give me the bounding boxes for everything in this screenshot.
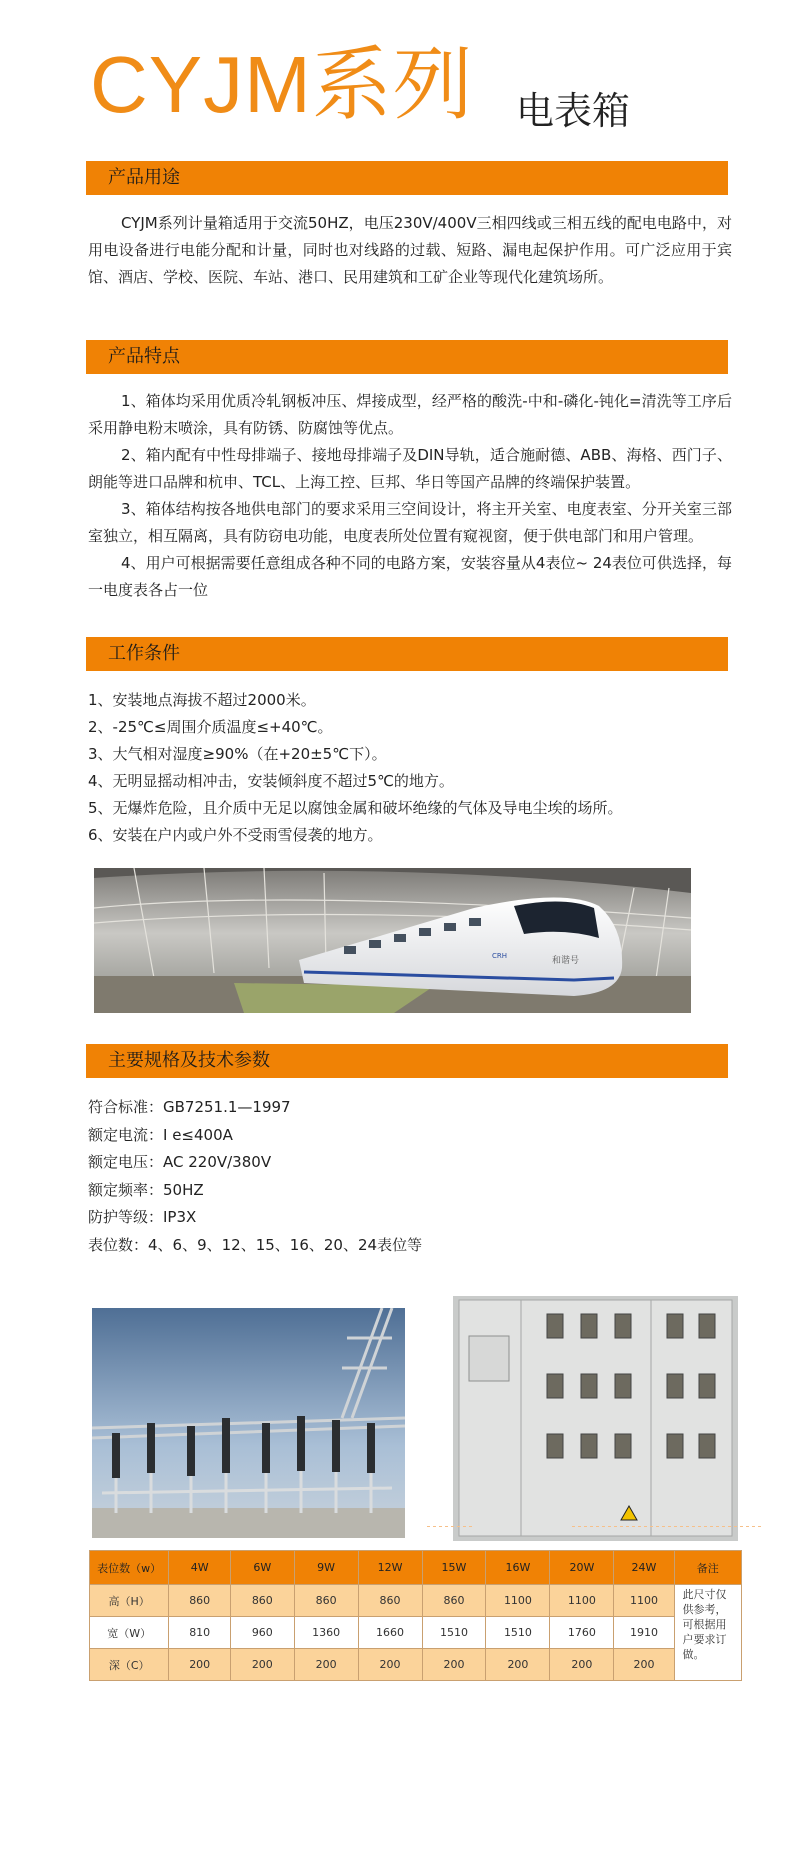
- table-cell: 1510: [486, 1617, 550, 1649]
- table-note: 此尺寸仅供参考，可根据用户要求订做。: [674, 1585, 741, 1681]
- section-heading-text: 产品特点: [108, 346, 180, 367]
- table-cell: 200: [422, 1649, 486, 1681]
- table-cell: 200: [358, 1649, 422, 1681]
- spec-item: 符合标准：GB7251.1—1997: [88, 1098, 291, 1116]
- table-row-label: 高（H）: [90, 1585, 169, 1617]
- table-row-label: 深（C）: [90, 1649, 169, 1681]
- table-header-cell: 表位数（w）: [90, 1551, 169, 1585]
- spec-item: 额定电压：AC 220V/380V: [88, 1153, 272, 1171]
- dimension-table: [89, 1550, 742, 1681]
- condition-item: 6、安装在户内或户外不受雨雪侵袭的地方。: [88, 826, 383, 844]
- table-header-cell: 20W: [550, 1551, 614, 1585]
- condition-item: 5、无爆炸危险，且介质中无足以腐蚀金属和破坏绝缘的气体及导电尘埃的场所。: [88, 799, 623, 817]
- table-cell: 1510: [422, 1617, 486, 1649]
- section-heading-features: [86, 340, 728, 374]
- table-header-cell: 6W: [231, 1551, 295, 1585]
- table-header-cell: 12W: [358, 1551, 422, 1585]
- table-row: [90, 1585, 742, 1617]
- section-heading-usage: [86, 161, 728, 195]
- section-heading-text: 产品用途: [108, 167, 180, 188]
- table-cell: 1100: [614, 1585, 674, 1617]
- table-cell: 1100: [550, 1585, 614, 1617]
- table-header-cell: 15W: [422, 1551, 486, 1585]
- table-header-cell: 备注: [674, 1551, 741, 1585]
- spec-item: 额定电流：I e≤400A: [88, 1125, 233, 1144]
- conditions-list: [88, 687, 728, 849]
- table-cell: 200: [486, 1649, 550, 1681]
- table-cell: 860: [169, 1585, 231, 1617]
- divider-dash: [572, 1526, 762, 1527]
- feature-item: 2、箱内配有中性母排端子、接地母排端子及DIN导轨，适合施耐德、ABB、海格、西门子、朗能等进口品牌和杭申、TCL、上海工控、巨邦、华日等国产品牌的终端保护装置。: [88, 446, 732, 491]
- feature-item: 4、用户可根据需要任意组成各种不同的电路方案，安装容量从4表位~ 24表位可供选择，每一电度表各占一位: [88, 554, 732, 599]
- table-row-label: 宽（W）: [90, 1617, 169, 1649]
- table-header-row: [90, 1551, 742, 1585]
- feature-item: 1、箱体均采用优质冷轧钢板冲压、焊接成型，经严格的酸洗-中和-磷化-钝化=清洗等工序后采用静电粉末喷涂，具有防锈、防腐蚀等优点。: [88, 392, 732, 437]
- usage-text: CYJM系列计量箱适用于交流50HZ，电压230V/400V三相四线或三相五线的配电电路中，对用电设备进行电能分配和计量，同时也对线路的过载、短路、漏电起保护作用。可广泛应用于宾馆、酒店、学校、医院、车站、港口、民用建筑和工矿企业等现代化建筑场所。: [88, 214, 732, 286]
- spec-item: 防护等级：IP3X: [88, 1208, 197, 1226]
- substation-photo: [92, 1308, 405, 1538]
- table-cell: 960: [231, 1617, 295, 1649]
- train-illustration: [94, 868, 691, 1013]
- table-header-cell: 9W: [294, 1551, 358, 1585]
- section-heading-conditions: [86, 637, 728, 671]
- section-heading-text: 主要规格及技术参数: [108, 1050, 270, 1071]
- page-subtitle: 电表箱: [516, 89, 631, 133]
- table-cell: 1360: [294, 1617, 358, 1649]
- table-header-cell: 4W: [169, 1551, 231, 1585]
- table-cell: 860: [294, 1585, 358, 1617]
- train-photo: [94, 868, 691, 1013]
- condition-item: 4、无明显摇动相冲击，安装倾斜度不超过5℃的地方。: [88, 772, 454, 790]
- train-plate-label: 和谐号: [552, 956, 580, 966]
- feature-item: 3、箱体结构按各地供电部门的要求采用三空间设计，将主开关室、电度表室、分开关室三部室独立，相互隔离，具有防窃电功能，电度表所处位置有窥视窗，便于供电部门和用户管理。: [88, 500, 732, 545]
- spec-item: 表位数：4、6、9、12、15、16、20、24表位等: [88, 1235, 423, 1254]
- table-cell: 1100: [486, 1585, 550, 1617]
- usage-paragraph: [88, 210, 732, 291]
- table-cell: 860: [231, 1585, 295, 1617]
- table-cell: 860: [422, 1585, 486, 1617]
- meter-box-photo: [453, 1296, 738, 1541]
- condition-item: 2、-25℃≤周围介质温度≤+40℃。: [88, 718, 333, 736]
- condition-item: 1、安装地点海拔不超过2000米。: [88, 691, 316, 709]
- table-cell: 200: [614, 1649, 674, 1681]
- section-heading-specs: [86, 1044, 728, 1078]
- spec-item: 额定频率：50HZ: [88, 1180, 204, 1199]
- table-cell: 200: [231, 1649, 295, 1681]
- specs-list: [88, 1094, 728, 1259]
- table-header-cell: 16W: [486, 1551, 550, 1585]
- table-row: [90, 1649, 742, 1681]
- train-number-label: CRH: [492, 952, 508, 960]
- table-cell: 200: [294, 1649, 358, 1681]
- table-header-cell: 24W: [614, 1551, 674, 1585]
- table-cell: 200: [550, 1649, 614, 1681]
- table-cell: 1910: [614, 1617, 674, 1649]
- page-title: CYJM系列: [90, 40, 474, 129]
- condition-item: 3、大气相对湿度≥90%（在+20±5℃下）。: [88, 745, 387, 763]
- table-cell: 200: [169, 1649, 231, 1681]
- section-heading-text: 工作条件: [108, 643, 180, 664]
- table-cell: 1660: [358, 1617, 422, 1649]
- table-cell: 860: [358, 1585, 422, 1617]
- table-row: [90, 1617, 742, 1649]
- features-list: [88, 388, 732, 604]
- table-cell: 1760: [550, 1617, 614, 1649]
- divider-dash: [427, 1526, 475, 1527]
- table-cell: 810: [169, 1617, 231, 1649]
